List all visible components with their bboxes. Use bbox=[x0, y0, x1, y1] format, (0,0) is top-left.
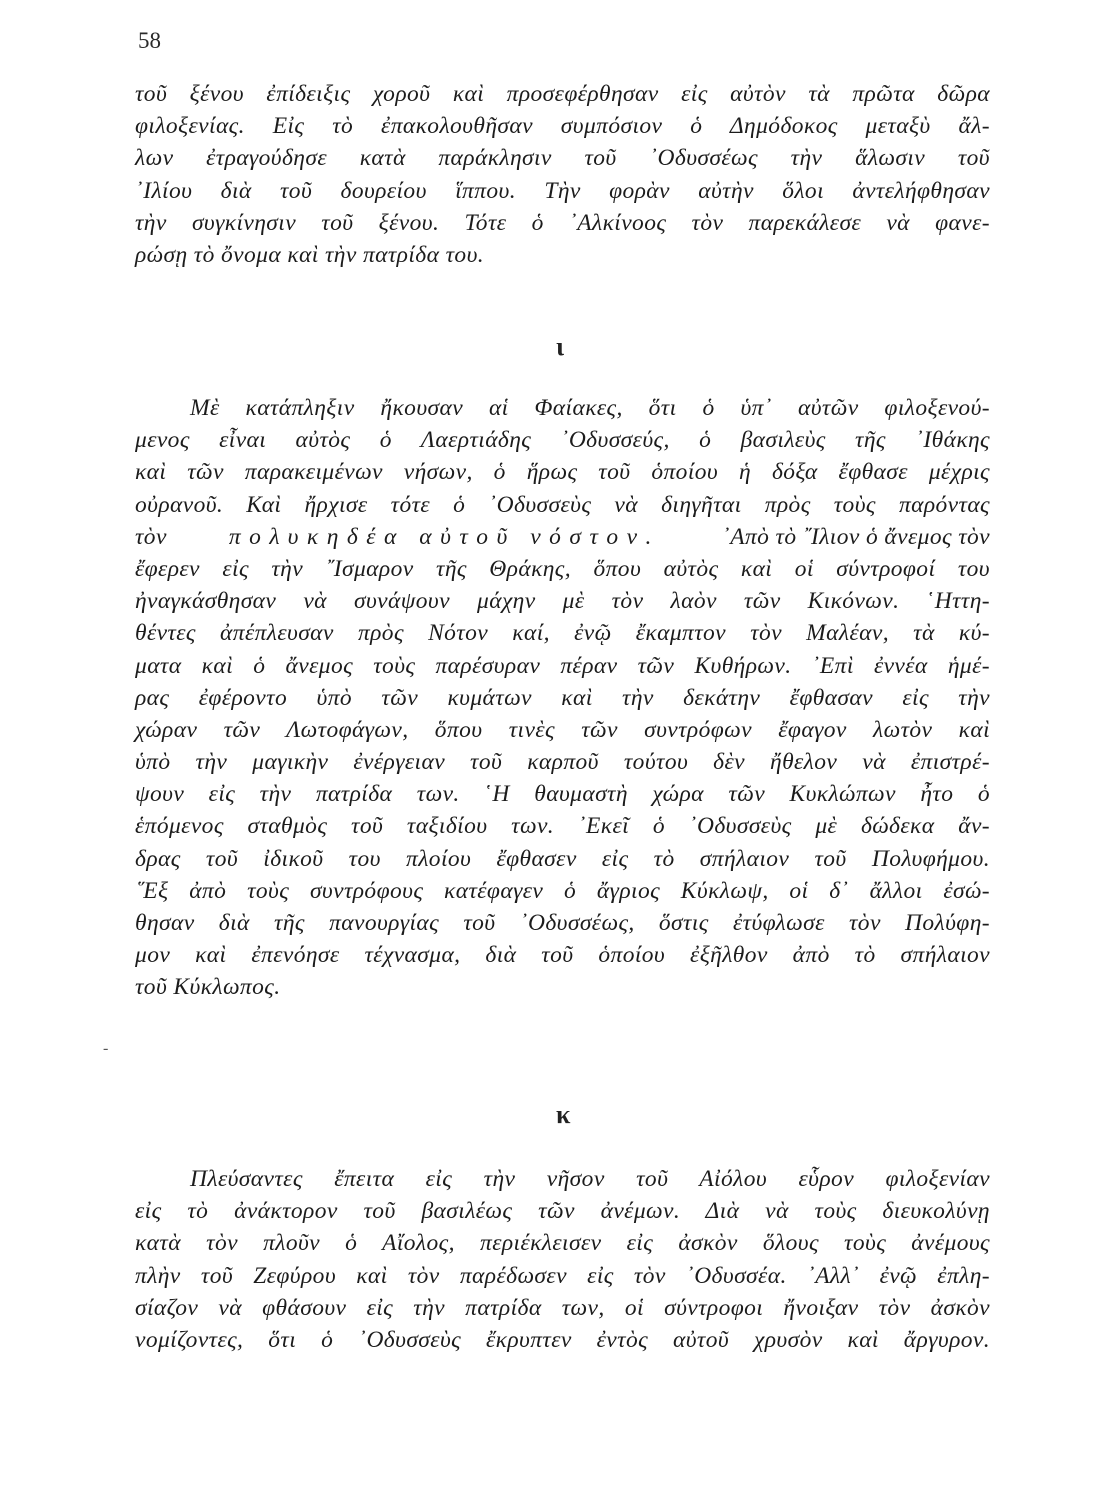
text-line: ὑπὸ τὴν μαγικὴν ἐνέργειαν τοῦ καρποῦ τούτου δὲν ἤθελον νὰ ἐπιστρέ- bbox=[135, 749, 990, 776]
section-marker-kappa: κ bbox=[556, 1100, 571, 1129]
text-line: φιλοξενίας. Εἰς τὸ ἐπακολουθῆσαν συμπόσιον ὁ Δημόδοκος μεταξὺ ἄλ- bbox=[135, 113, 990, 140]
section-iota-paragraph bbox=[135, 392, 990, 1004]
text-line: θησαν διὰ τῆς πανουργίας τοῦ ᾿Οδυσσέως, ὅστις ἐτύφλωσε τὸν Πολύφη- bbox=[135, 910, 990, 936]
text-line: ματα καὶ ὁ ἄνεμος τοὺς παρέσυραν πέραν τῶν Κυθήρων. ᾿Επὶ ἐννέα ἡμέ- bbox=[135, 652, 990, 679]
text-line: πλὴν τοῦ Ζεφύρου καὶ τὸν παρέδωσεν εἰς τὸν ᾿Οδυσσέα. ᾿Αλλ᾿ ἐνῷ ἐπλη- bbox=[135, 1262, 990, 1289]
text-line: τὴν συγκίνησιν τοῦ ξένου. Τότε ὁ ᾿Αλκίνοος τὸν παρεκάλεσε νὰ φανε- bbox=[135, 209, 990, 236]
text-line: μενος εἶναι αὐτὸς ὁ Λαερτιάδης ᾿Οδυσσεύς, ὁ βασιλεὺς τῆς ᾿Ιθάκης bbox=[135, 427, 990, 454]
text-line: μον καὶ ἐπενόησε τέχνασμα, διὰ τοῦ ὁποίου ἐξῆλθον ἀπὸ τὸ σπήλαιον bbox=[135, 942, 990, 969]
text-line: ρας ἐφέροντο ὑπὸ τῶν κυμάτων καὶ τὴν δεκάτην ἔφθασαν εἰς τὴν bbox=[135, 684, 990, 711]
text-line: ἔφερεν εἰς τὴν ῎Ισμαρον τῆς Θράκης, ὅπου αὐτὸς καὶ οἱ σύντροφοί του bbox=[135, 555, 990, 582]
text-line: ἠναγκάσθησαν νὰ συνάψουν μάχην μὲ τὸν λαὸν τῶν Κικόνων. ῾Ηττη- bbox=[135, 588, 990, 615]
text-line: λων ἐτραγούδησε κατὰ παράκλησιν τοῦ ᾿Οδυσσέως τὴν ἅλωσιν τοῦ bbox=[135, 145, 990, 172]
text-segment: ᾿Απὸ τὸ ῎Ιλιον ὁ ἄνεμος τὸν bbox=[721, 523, 990, 550]
text-line: Πλεύσαντες ἔπειτα εἰς τὴν νῆσον τοῦ Αἰόλου εὗρον φιλοξενίαν bbox=[190, 1166, 990, 1192]
text-line: χώραν τῶν Λωτοφάγων, ὅπου τινὲς τῶν συντρόφων ἔφαγον λωτὸν καὶ bbox=[135, 716, 990, 743]
margin-dash-mark: ‐ bbox=[103, 1040, 109, 1057]
page-number: 58 bbox=[138, 28, 161, 53]
section-marker-iota: ι bbox=[556, 332, 565, 361]
text-line: κατὰ τὸν πλοῦν ὁ Αἴολος, περιέκλεισεν εἰς ἀσκὸν ὅλους τοὺς ἀνέμους bbox=[135, 1230, 990, 1257]
text-line: ᾿Ιλίου διὰ τοῦ δουρείου ἵππου. Τὴν φορὰν αὐτὴν ὅλοι ἀντελήφθησαν bbox=[135, 177, 990, 204]
text-line: οὐρανοῦ. Καὶ ἤρχισε τότε ὁ ᾿Οδυσσεὺς νὰ διηγῆται πρὸς τοὺς παρόντας bbox=[135, 491, 990, 518]
spaced-emphasis-text: πολυκηδέα αὐτοῦ νόστον. bbox=[228, 523, 660, 550]
text-line: σίαζον νὰ φθάσουν εἰς τὴν πατρίδα των, οἱ σύντροφοι ἤνοιξαν τὸν ἀσκὸν bbox=[135, 1294, 990, 1321]
text-line: ῞Εξ ἀπὸ τοὺς συντρόφους κατέφαγεν ὁ ἄγριος Κύκλωψ, οἱ δ᾿ ἄλλοι ἐσώ- bbox=[135, 877, 990, 904]
text-line-spaced bbox=[135, 521, 990, 553]
section-kappa-paragraph bbox=[135, 1163, 990, 1356]
text-line: θέντες ἀπέπλευσαν πρὸς Νότον καί, ἐνῷ ἔκαμπτον τὸν Μαλέαν, τὰ κύ- bbox=[135, 620, 990, 647]
text-line: τοῦ Κύκλωπος. bbox=[135, 974, 281, 1001]
text-segment: τὸν bbox=[135, 523, 167, 550]
text-line: ρώσῃ τὸ ὄνομα καὶ τὴν πατρίδα του. bbox=[135, 241, 485, 268]
text-line: καὶ τῶν παρακειμένων νήσων, ὁ ἥρως τοῦ ὁποίου ἡ δόξα ἔφθασε μέχρις bbox=[135, 459, 990, 486]
text-line: ψουν εἰς τὴν πατρίδα των. ῾Η θαυμαστὴ χώρα τῶν Κυκλώπων ἦτο ὁ bbox=[135, 781, 990, 808]
text-line: εἰς τὸ ἀνάκτορον τοῦ βασιλέως τῶν ἀνέμων. Διὰ νὰ τοὺς διευκολύνῃ bbox=[135, 1198, 990, 1225]
text-line: τοῦ ξένου ἐπίδειξις χοροῦ καὶ προσεφέρθησαν εἰς αὐτὸν τὰ πρῶτα δῶρα bbox=[135, 81, 990, 107]
text-line: ἑπόμενος σταθμὸς τοῦ ταξιδίου των. ᾿Εκεῖ ὁ ᾿Οδυσσεὺς μὲ δώδεκα ἄν- bbox=[135, 813, 990, 840]
text-line: νομίζοντες, ὅτι ὁ ᾿Οδυσσεὺς ἔκρυπτεν ἐντὸς αὐτοῦ χρυσὸν καὶ ἄργυρον. bbox=[135, 1326, 990, 1353]
paragraph-continuation bbox=[135, 78, 990, 271]
text-line: δρας τοῦ ἰδικοῦ του πλοίου ἔφθασεν εἰς τὸ σπήλαιον τοῦ Πολυφήμου. bbox=[135, 845, 990, 872]
text-line: Μὲ κατάπληξιν ἤκουσαν αἱ Φαίακες, ὅτι ὁ ὑπ᾿ αὐτῶν φιλοξενού- bbox=[190, 395, 990, 421]
